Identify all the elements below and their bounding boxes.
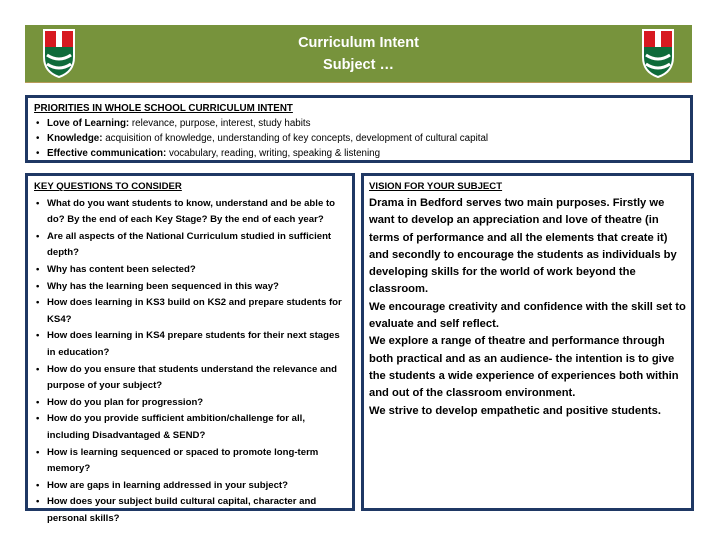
list-item: • How does learning in KS4 prepare students for their next stages in education?: [34, 328, 346, 361]
vision-paragraph: We encourage creativity and confidence with the skill set to evaluate and self reflect.: [369, 300, 686, 331]
list-item: • How do you provide sufficient ambition/challenge for all, including Disadvantaged & SEND?: [34, 411, 346, 444]
list-item: • How does learning in KS3 build on KS2 and prepare students for KS4?: [34, 295, 346, 328]
vision-box: [361, 173, 694, 511]
list-item: • Why has content been selected?: [34, 262, 346, 279]
list-item: [34, 116, 684, 131]
list-item: • How do you plan for progression?: [34, 395, 346, 412]
vision-paragraph: We strive to develop empathetic and positive students.: [369, 404, 661, 417]
key-questions-box: [25, 173, 355, 524]
title-line-1: Curriculum Intent: [298, 35, 419, 51]
item-text: relevance, purpose, interest, study habits: [129, 118, 311, 129]
priorities-box: [25, 95, 693, 163]
list-item: [34, 146, 684, 161]
list-item: • Why has the learning been sequenced in this way?: [34, 279, 346, 296]
vision-paragraph: We explore a range of theatre and performance through both practical and as an audience- the intention is to give the students a wide experience of experiences both within and out of the classroom environment.: [369, 335, 679, 400]
school-crest-icon: [640, 27, 676, 79]
key-questions-list: [34, 196, 346, 528]
list-item: • What do you want students to know, understand and be able to do? By the end of each Key Stage? By the end of each year?: [34, 196, 346, 229]
list-item: [34, 131, 684, 146]
item-label: Knowledge:: [47, 133, 103, 144]
list-item: • Are all aspects of the National Curriculum studied in sufficient depth?: [34, 229, 346, 262]
list-item: • How does your subject build cultural capital, character and personal skills?: [34, 494, 346, 527]
key-questions-heading: KEY QUESTIONS TO CONSIDER: [34, 181, 182, 192]
list-item: • How are gaps in learning addressed in your subject?: [34, 478, 346, 495]
list-item: • How do you ensure that students understand the relevance and purpose of your subject?: [34, 362, 346, 395]
item-text: vocabulary, reading, writing, speaking & listening: [166, 148, 381, 159]
vision-heading: VISION FOR YOUR SUBJECT: [369, 181, 503, 192]
list-item: • How is learning sequenced or spaced to promote long-term memory?: [34, 445, 346, 478]
priorities-heading: PRIORITIES IN WHOLE SCHOOL CURRICULUM INTENT: [34, 103, 293, 114]
title-banner: [25, 25, 692, 83]
vision-paragraph: Drama in Bedford serves two main purposes. Firstly we want to develop an appreciation and love of theatre (in terms of performance and all the elements that create it) and secondly to encourage the students as individuals by developing skills for the world of work beyond the classroom.: [369, 197, 677, 296]
item-label: Love of Learning:: [47, 118, 130, 129]
item-label: Effective communication:: [47, 148, 167, 159]
title-line-2: Subject …: [323, 57, 394, 73]
priorities-list: [34, 116, 684, 161]
item-text: acquisition of knowledge, understanding of key concepts, development of cultural capital: [102, 133, 489, 144]
page-title: [25, 32, 692, 76]
